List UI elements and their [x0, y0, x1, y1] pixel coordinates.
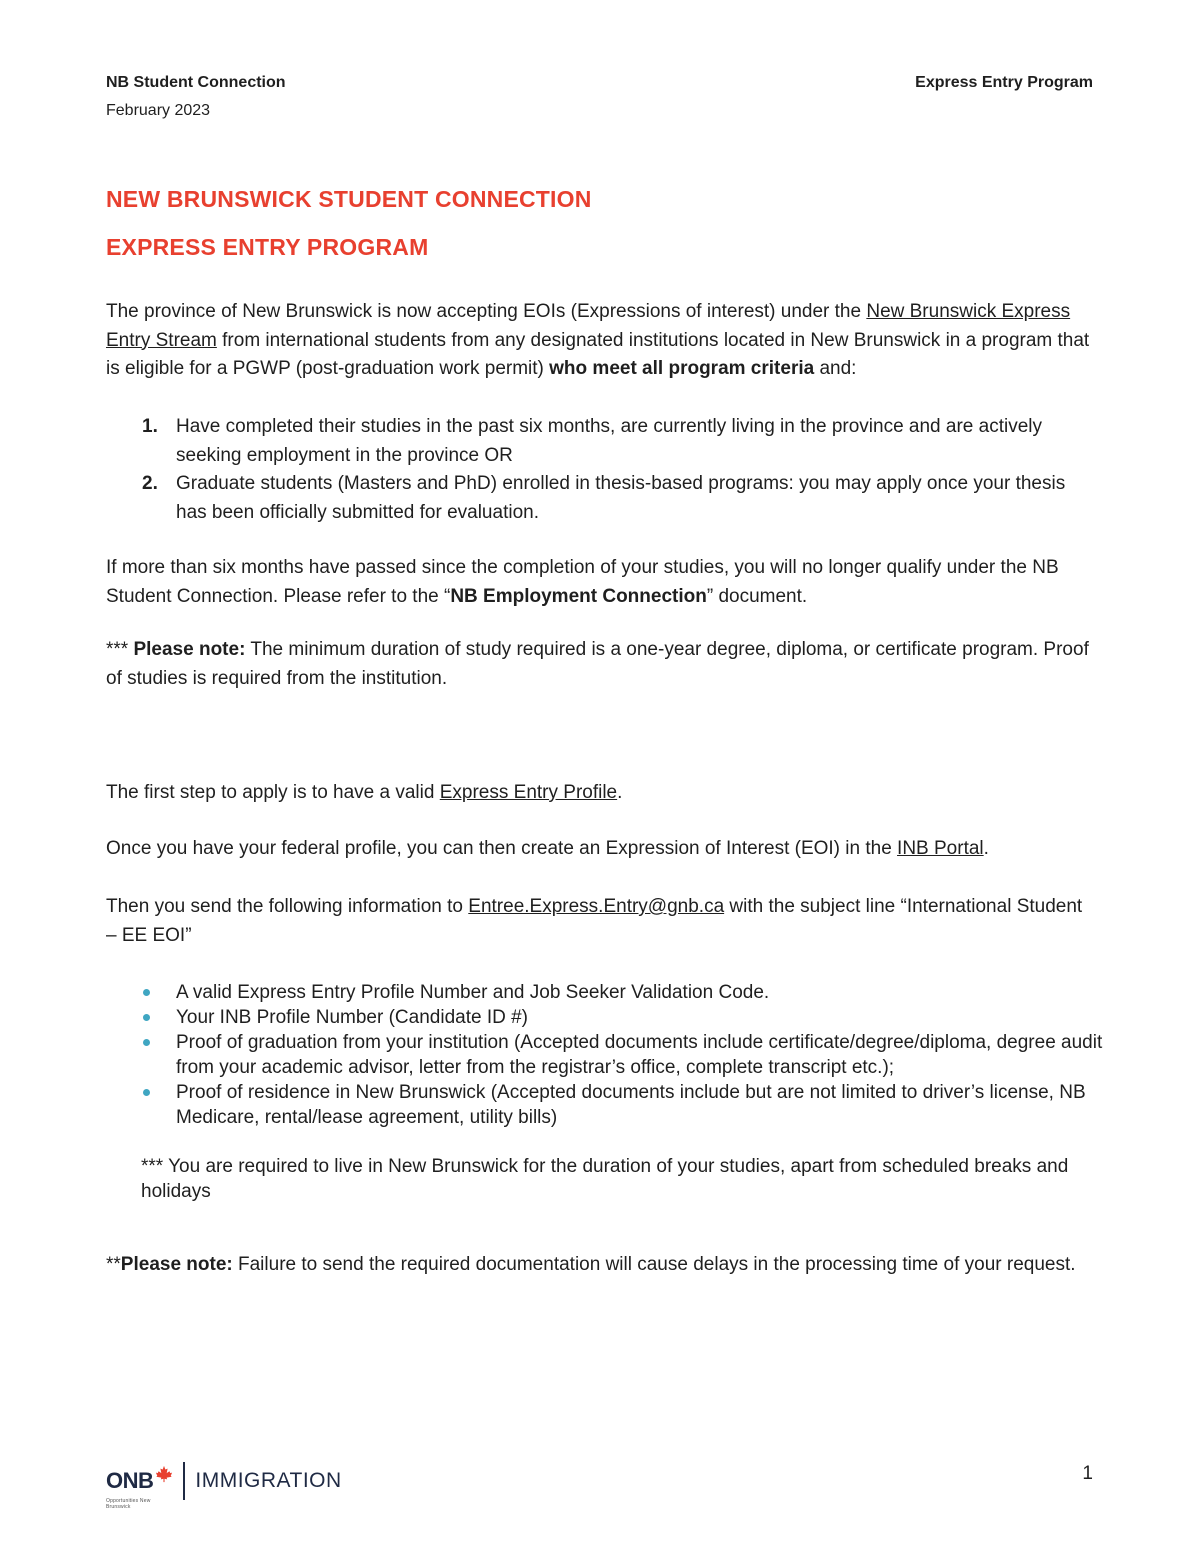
documentation-note: [106, 1251, 1096, 1280]
onb-immigration-logo: [106, 1462, 342, 1510]
bullet-icon: [143, 1089, 150, 1096]
document-title: NEW BRUNSWICK STUDENT CONNECTION: [106, 186, 592, 212]
nb-employment-connection-bold: NB Employment Connection: [450, 585, 707, 607]
nb-express-entry-stream-link[interactable]: New Brunswick Express Entry Stream: [106, 301, 1071, 351]
onb-logo-text: ONB: [106, 1468, 154, 1493]
list-number: 1.: [142, 416, 158, 437]
send-text: Then you send the following information to: [106, 896, 469, 917]
six-months-text-1: If more than six months have passed since the completion of your studies, you will no longer qualify under the NB Student Connection. Please refer to the “: [106, 557, 1059, 607]
note-prefix: **: [106, 1254, 121, 1275]
list-item: [106, 1005, 1106, 1030]
list-item: [106, 1080, 1106, 1130]
intro-paragraph: [106, 298, 1096, 384]
header-program: Express Entry Program: [915, 74, 1093, 91]
list-item: [106, 413, 1096, 470]
maple-leaf-icon: [155, 1465, 173, 1483]
list-item-text: A valid Express Entry Profile Number and Job Seeker Validation Code.: [176, 982, 770, 1003]
note-prefix: ***: [106, 639, 134, 660]
note-text: Failure to send the required documentation will cause delays in the processing time of your request.: [232, 1254, 1076, 1275]
email-link[interactable]: Entree.Express.Entry@gnb.ca: [468, 896, 725, 917]
header-date: February 2023: [106, 102, 211, 119]
onb-logo: [106, 1468, 173, 1510]
federal-profile-paragraph: [106, 835, 1096, 864]
residence-note: *** You are required to live in New Brunswick for the duration of your studies, apart from scheduled breaks and holidays: [141, 1156, 1069, 1202]
first-step-text: The first step to apply is to have a valid: [106, 782, 440, 803]
list-item: [106, 980, 1106, 1005]
list-item-text: Proof of residence in New Brunswick (Accepted documents include but are not limited to driver’s license, NB Medicare, rental/lease agreement, utility bills): [176, 1082, 1086, 1128]
first-step-end: .: [617, 782, 623, 803]
intro-criteria-bold: who meet all program criteria: [549, 358, 815, 379]
header-left: [106, 72, 286, 122]
express-entry-profile-link[interactable]: Express Entry Profile: [439, 782, 618, 803]
list-item-text: Graduate students (Masters and PhD) enrolled in thesis-based programs: you may apply once your thesis has been officially submitted for evaluation.: [176, 473, 1066, 523]
note-text: The minimum duration of study required is a one-year degree, diploma, or certificate program. Proof of studies is required from the institution.: [106, 639, 1089, 689]
list-number: 2.: [142, 473, 158, 494]
list-item: [106, 470, 1096, 527]
list-item-text: Have completed their studies in the past six months, are currently living in the province and are actively seeking employment in the province OR: [176, 416, 1042, 466]
immigration-label: IMMIGRATION: [195, 1469, 342, 1492]
bullet-icon: [143, 1039, 150, 1046]
list-item: [106, 1030, 1106, 1080]
bullet-icon: [143, 1014, 150, 1021]
intro-text-2: from international students from any designated institutions located in New Brunswick in a program that is eligible for a PGWP (post-graduation work permit): [106, 329, 1090, 379]
list-item-text: Your INB Profile Number (Candidate ID #): [176, 1007, 529, 1028]
note-label: Please note:: [133, 639, 246, 660]
document-subtitle: EXPRESS ENTRY PROGRAM: [106, 234, 429, 260]
federal-text: Once you have your federal profile, you can then create an Expression of Interest (EOI) in the: [106, 838, 898, 859]
study-duration-note: [106, 636, 1096, 693]
intro-text-3: and:: [814, 358, 857, 379]
bullet-icon: [143, 989, 150, 996]
criteria-list: [106, 413, 1096, 527]
note-label: Please note:: [120, 1254, 233, 1275]
logo-divider: [183, 1462, 185, 1500]
first-step-paragraph: [106, 779, 1096, 808]
six-months-text-2: ” document.: [706, 585, 808, 607]
page-number: 1: [1082, 1463, 1093, 1484]
send-end: with the subject line “International Student – EE EOI”: [106, 896, 1083, 946]
requirements-list: [106, 980, 1106, 1130]
six-months-paragraph: [106, 554, 1096, 611]
federal-end: .: [983, 838, 989, 859]
list-item-text: Proof of graduation from your institution (Accepted documents include certificate/degree/diploma, degree audit from your academic advisor, letter from the registrar’s office, complete transcript etc.);: [176, 1032, 1103, 1078]
inb-portal-link[interactable]: INB Portal: [897, 838, 984, 859]
send-info-paragraph: [106, 893, 1096, 950]
onb-tagline: Opportunities New Brunswick: [106, 1498, 151, 1510]
header-org: NB Student Connection: [106, 74, 286, 91]
intro-text-1: The province of New Brunswick is now accepting EOIs (Expressions of interest) under the: [106, 301, 867, 322]
